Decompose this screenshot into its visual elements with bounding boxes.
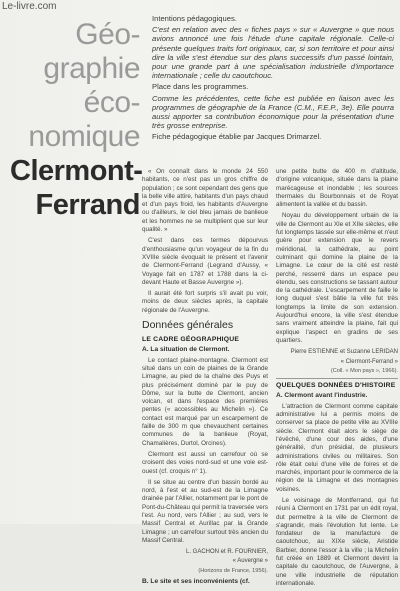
citation-title: « Clermont-Ferrand »: [340, 358, 398, 365]
body-paragraph: Clermont est aussi un carrefour où se croisent des voies nord-sud et une voie est-ouest (cf. croquis n° 1).: [142, 450, 268, 475]
subsection-heading: LE CADRE GÉOGRAPHIQUE: [142, 336, 240, 344]
title-line-4: nomique: [28, 120, 140, 153]
body-paragraph: C'est dans ces termes dépourvus d'enthousiasme qu'un voyageur de la fin du XVIIIe siècle évoquait le présent et l'avenir de Clermont-Ferrand (Legrand d'Aussy, « Voyage fait en 1787 et 1788 dans la ci-devant Haute et Basse Auvergne »).: [142, 237, 268, 286]
citation-author: Pierre ESTIENNE et Suzanne LERIDAN: [290, 349, 398, 356]
left-column: [142, 168, 268, 588]
divider: [276, 378, 398, 379]
subsection-heading: QUELQUES DONNÉES D'HISTOIRE: [276, 382, 396, 390]
citation-source: (Coll. « Mon pays », 1966).: [330, 367, 398, 374]
body-paragraph: Le voisinage de Montferrand, qui fut réuni à Clermont en 1731 par un édit royal, dut permettre à la ville de Clermont de s'agrandir, mais l'évolution fut lente. Le fondateur de la manufacture de caoutchouc, au XIXe siècle, Aristide Barbier, donne l'essor à la ville ; la Michelin fut créée en 1889 et Clermont devint la capitale du caoutchouc, de l'Auvergne, à une ville industrielle de réputation internationale.: [276, 496, 398, 587]
intro-paragraph-1: C'est en relation avec des « fiches pays » sur « Auvergne » que nous avions annoncé une fois l'étude d'une capitale régionale. Celle-ci présente quelques traits fort originaux, car, si son territoire et pour ainsi dire la ville s'est étendue sur des plans successifs d'un passé lointain, pour une grande part à une spécialisation industrielle d'importance internationale ; celle du caoutchouc.: [152, 25, 394, 81]
section-heading: Données générales: [142, 319, 234, 332]
intro-block: [152, 14, 394, 144]
body-paragraph: Il aurait été fort surpris s'il avait pu voir, moins de deux siècles après, la capitale régionale de l'Auvergne.: [142, 290, 268, 314]
title-line-3: éco-: [83, 86, 140, 119]
body-paragraph: L'attraction de Clermont comme capitale administrative lui a permis moins de conserver sa place de petite ville au XVIIIe siècle. Clermont était alors le siège de l'évêché, d'une cour des aides, d'une généralité, d'un présidial, de plusieurs administrations civiles ou militaires. Son rôle était celui d'une ville de foires et de marchés, important pour le commerce de la région de la Limagne et des montagnes voisines.: [276, 402, 398, 493]
site-watermark: Le-livre.com: [2, 1, 57, 12]
title-line-5: Clermont-: [10, 155, 143, 187]
body-paragraph: Il se situe au centre d'un bassin bordé au nord, à l'est et au sud-est de la Limagne drainée par l'Allier, notamment par le pont de Pont-du-Château qui permit la traversée vers l'est. Au nord, vers l'Allier ; au sud, vers le Massif Central et Aurillac par la Grande Limagne ; un carrefour surtout très ancien du Massif Central.: [142, 478, 268, 544]
title-line-1: Géo-: [75, 18, 140, 51]
body-paragraph: Le contact plaine-montagne. Clermont est situé dans un coin de plaines de la Grande Limagne, au pied de la chaîne des Puys et plus précisément dominé par le puy de Dôme, sur la butte de Clermont, ancien volcan, et dans l'espace des premières pentes (« accessibles au Michelin »). Ce contact est marqué par un escarpement de faille de 300 m que chevauchent certaines communes de la banlieue (Royat, Chamalières, Durtol, Orcines).: [142, 356, 268, 447]
intro-heading-1: Intentions pédagogiques.: [152, 14, 237, 23]
intro-heading-2: Place dans les programmes.: [152, 82, 249, 92]
article-title: [10, 18, 143, 222]
subsubsection-heading: A. La situation de Clermont.: [142, 346, 230, 354]
right-column: [276, 168, 398, 591]
title-line-2: graphie: [43, 52, 140, 85]
citation-author: L. GACHON et R. FOURNIER,: [185, 549, 268, 556]
intro-author: Fiche pédagogique établie par Jacques Drimarzel.: [152, 132, 322, 142]
subsubsection-heading: A. Clermont avant l'industrie.: [276, 392, 368, 400]
body-paragraph: une petite butte de 400 m d'altitude, d'origine volcanique, située dans la plaine marécageuse et inondable ; les sources thermales du Bourbonnais et de Royat alimentent la vallée et du bassin.: [276, 168, 398, 209]
citation-title: « Auvergne »: [232, 558, 268, 565]
quote-paragraph: « On connaît dans le monde 24 550 habitants, ce n'est pas un gros chiffre de population ; ce sont cependant des gens que la belle ville attire, habitants d'un pays chaud et d'un pays froid, les habitants d'Auvergne ou d'ailleurs, le ciel bleu jamais de banlieue et les hommes ne se multiplient que sur leur qualité. »: [142, 168, 268, 234]
citation-source: (Horizons de France, 1956).: [198, 567, 268, 574]
intro-paragraph-2: Comme les précédentes, cette fiche est publiée en liaison avec les programmes de géographie de la France (C.M., F.E.P., 3e). Elle pourra aussi apporter sa contribution économique pour la présentation d'une très grosse entreprise.: [152, 93, 394, 131]
subsubsection-heading: B. Le site et ses inconvénients (cf.: [142, 578, 250, 586]
body-paragraph: Noyau du développement urbain de la ville de Clermont au XIe et XIIe siècles, elle fut longtemps tassée sur elle-même et n'eut guère pour extension que le revers méridional, la cathédrale, au point culminant qui domine la plaine de la Limagne. Le cœur de la cité est resté perché, resserré dans un espace peu étendu, ses constructions se tassant autour de la cathédrale. L'escarpement de faille le long duquel s'est bâtie la ville fut très longtemps la limite de son extension. Aujourd'hui encore, la ville s'est étendue sans vraiment atteindre la plaine, fait qui explique l'aspect en gradins de ses quartiers.: [276, 212, 398, 344]
title-line-6: Ferrand: [35, 189, 140, 221]
